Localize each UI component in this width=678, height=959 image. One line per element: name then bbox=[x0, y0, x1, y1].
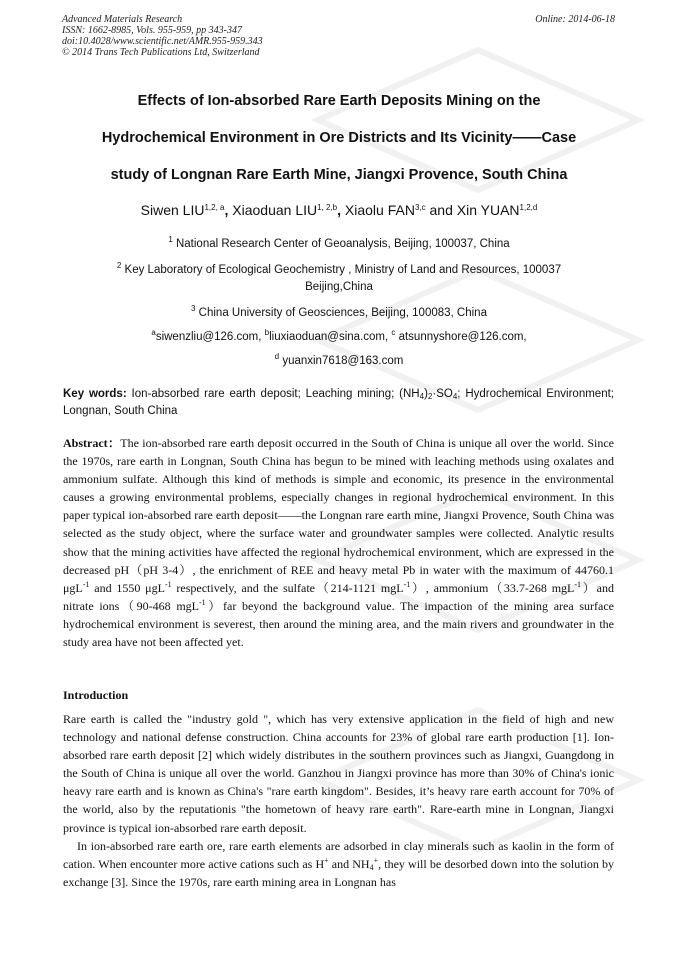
keywords: Key words: Ion-absorbed rare earth deposit; Leaching mining; $(NH_4)_2\cdot SO_4$; Hydrochemical Environment; Longnan, South China bbox=[63, 388, 614, 417]
email-line-1: $^a$siwenzliu@126.com, $^b$liuxiaoduan@sina.com, $^c$ atsunnyshore@126.com, bbox=[151, 328, 527, 343]
author-name: Xiaolu FAN bbox=[344, 202, 415, 218]
affiliation-1: $^1$ National Research Center of Geoanalysis, Beijing, 100037, China bbox=[168, 235, 510, 250]
affiliation-3: $^3$ China University of Geosciences, Beijing, 100083, China bbox=[191, 304, 487, 319]
affiliation-2: $^2$ Key Laboratory of Ecological Geochemistry , Ministry of Land and Resources, 100037 Beijing,China bbox=[116, 261, 562, 293]
keywords-label: Key words: bbox=[63, 388, 127, 400]
abstract: Abstract：The ion-absorbed rare earth deposit occurred in the South of China is unique all over the world. Since the 1970s, rare earth in Longnan, South China has begun to be mined with leaching methods using oxalates and ammonium sulfate. Although this kind of methods is simple and economic, its presence in the environmental causes a growing environmental problems, especially changes in regional hydrochemical environment. In this paper typical ion-absorbed rare earth deposit——the Longnan rare earth mine, Jiangxi Provence, South China was selected as the study object, where the surface water and groundwater samples were collected. Analytic results show that the mining activities have affected the regional hydrochemical environment, which are expressed in the decreased pH（pH 3-4）, the enrichment of REE and heavy metal Pb in water with the maximum of 44760.1 μgL$^{-1}$ and 1550 μgL$^{-1}$ respectively, and the sulfate（214-1121 mgL$^{-1}$）, ammonium（33.7-268 mgL$^{-1}$）and nitrate ions（90-468 mgL$^{-1}$）far beyond the background value. The impaction of the mining area surface hydrochemical environment is severest, then around the mining area, and the main rivers and groundwater in the study area have not been affected yet. bbox=[63, 436, 615, 650]
author-superscript: 3,c bbox=[414, 203, 426, 212]
author-name: Xin YUAN bbox=[456, 202, 520, 218]
author-and: and bbox=[429, 202, 453, 218]
journal-header bbox=[62, 14, 263, 58]
doi-line: doi:10.4028/www.scientific.net/AMR.955-959.343 bbox=[62, 36, 263, 47]
author-name: Xiaoduan LIU bbox=[232, 202, 318, 218]
author-superscript: 1,2, a bbox=[204, 203, 225, 212]
title-line-3: study of Longnan Rare Earth Mine, Jiangxi Provence, South China bbox=[110, 167, 568, 183]
title-line-1: Effects of Ion-absorbed Rare Earth Deposits Mining on the bbox=[137, 93, 541, 109]
journal-name: Advanced Materials Research bbox=[62, 14, 183, 25]
email-link[interactable]: siwenzliu@126.com, bbox=[155, 331, 262, 343]
abstract-label: Abstract： bbox=[63, 436, 121, 450]
email-link[interactable]: yuanxin7618@163.com bbox=[282, 355, 404, 367]
paper-title bbox=[40, 91, 638, 202]
intro-paragraph-1: Rare earth is called the "industry gold ", which has very extensive application in the field of high and new technology and national defense construction. China accounts for 23% of global rare earth production [1]. Ion-absorbed rare earth deposit [2] which widely distributes in the southern provinces such as Jiangxi, Guangdong in the South of China is unique all over the world. Ganzhou in Jiangxi province has more than 30% of China's ionic heavy rare earth and is known as China's "rare earth kingdom". Besides, it’s heavy rare earth account for 70% of the world, also by the reputationis "the hometown of heavy rare earth". Rare-earth mine in Longnan, Jiangxi province is typical ion-absorbed rare earth deposit. bbox=[63, 712, 614, 835]
online-date: Online: 2014-06-18 bbox=[535, 14, 615, 25]
copyright-line: © 2014 Trans Tech Publications Ltd, Switzerland bbox=[62, 47, 260, 58]
email-link[interactable]: liuxiaoduan@sina.com, bbox=[269, 331, 389, 343]
author-superscript: 1,2,d bbox=[519, 203, 538, 212]
introduction-body bbox=[63, 710, 614, 891]
section-heading-introduction: Introduction bbox=[63, 688, 129, 702]
author-list: Siwen LIU$^{1,2, a}$, Xiaoduan LIU$^{1, 2,b}$, Xiaolu FAN$^{3,c}$ and Xin YUAN$^{1,2,d}$ bbox=[140, 202, 538, 218]
email-line-2: $^d$ yuanxin7618@163.com bbox=[274, 352, 404, 367]
author-name: Siwen LIU bbox=[140, 202, 205, 218]
intro-paragraph-2: In ion-absorbed rare earth ore, rare earth elements are adsorbed in clay minerals such as kaolin in the form of cation. When encounter more active cations such as H+ and $NH_4^+$, they will be desorbed down into the solution by exchange [3]. Since the 1970s, rare earth mining area in Longnan has bbox=[63, 838, 614, 889]
email-link[interactable]: atsunnyshore@126.com, bbox=[398, 331, 527, 343]
issn-line: ISSN: 1662-8985, Vols. 955-959, pp 343-347 bbox=[62, 25, 242, 36]
author-superscript: 1, 2,b bbox=[317, 203, 338, 212]
title-line-2: Hydrochemical Environment in Ore Districts and Its Vicinity——Case bbox=[101, 130, 577, 146]
